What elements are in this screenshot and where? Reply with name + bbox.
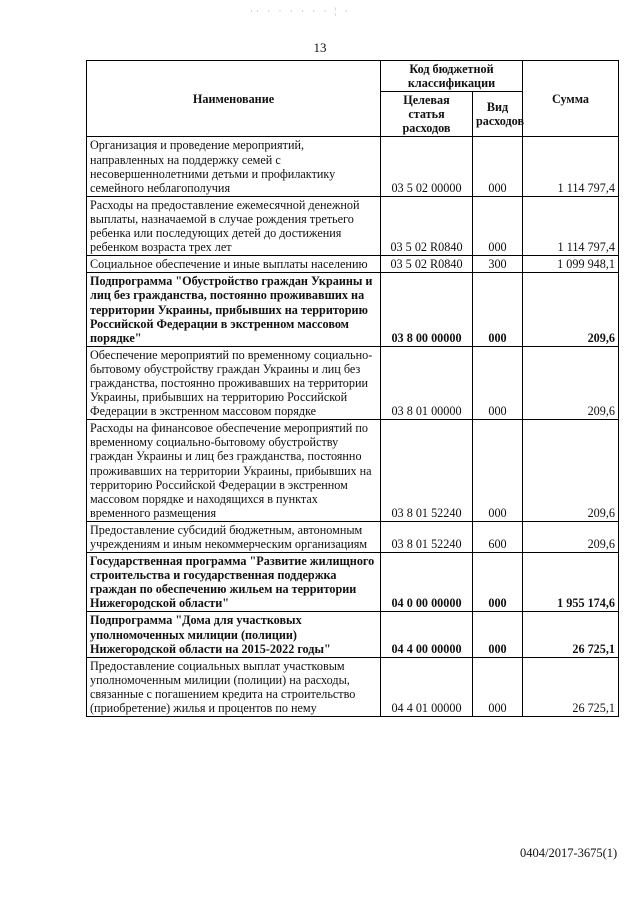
header-vid: Вид расходов (473, 92, 523, 137)
row-target-code: 04 4 01 00000 (381, 657, 473, 716)
row-name: Социальное обеспечение и иные выплаты населению (87, 256, 381, 273)
row-amount: 209,6 (523, 420, 619, 522)
table-row (87, 137, 619, 196)
row-target-code: 04 4 00 00000 (381, 612, 473, 657)
header-name: Наименование (87, 61, 381, 137)
row-amount: 209,6 (523, 346, 619, 419)
row-target-code: 03 8 01 52240 (381, 420, 473, 522)
row-expense-type: 300 (473, 256, 523, 273)
row-name: Предоставление социальных выплат участковым уполномоченным милиции (полиции) на расходы, связанные с погашением кредита на строительство (приобретение) жилья и процентов по нему (87, 657, 381, 716)
row-target-code: 03 8 01 52240 (381, 521, 473, 552)
row-name: Подпрограмма "Обустройство граждан Украины и лиц без гражданства, постоянно проживавших на территории Украины, прибывших на территорию Российской Федерации в экстренном массовом порядке" (87, 273, 381, 346)
header-code-group: Код бюджетной классификации (381, 61, 523, 92)
page-number: 13 (313, 40, 327, 55)
row-amount: 26 725,1 (523, 657, 619, 716)
table-row (87, 196, 619, 255)
row-amount: 209,6 (523, 521, 619, 552)
table-row (87, 553, 619, 612)
row-expense-type: 000 (473, 657, 523, 716)
row-target-code: 03 5 02 R0840 (381, 196, 473, 255)
row-target-code: 03 8 01 00000 (381, 346, 473, 419)
row-expense-type: 000 (473, 137, 523, 196)
table-row (87, 612, 619, 657)
scan-artifacts: ·· · · · · · · ¦ · (250, 6, 351, 16)
row-expense-type: 000 (473, 346, 523, 419)
row-name: Подпрограмма "Дома для участковых уполномоченных милиции (полиции) Нижегородской области на 2015-2022 годы" (87, 612, 381, 657)
row-expense-type: 600 (473, 521, 523, 552)
row-expense-type: 000 (473, 420, 523, 522)
row-target-code: 03 5 02 00000 (381, 137, 473, 196)
table-row (87, 256, 619, 273)
budget-table (86, 60, 619, 717)
row-expense-type: 000 (473, 196, 523, 255)
row-amount: 209,6 (523, 273, 619, 346)
row-expense-type: 000 (473, 612, 523, 657)
row-name: Организация и проведение мероприятий, направленных на поддержку семей с несовершеннолетними детьми и профилактику семейного неблагополучия (87, 137, 381, 196)
table-row (87, 346, 619, 419)
document-code: 0404/2017-3675(1) (520, 846, 618, 860)
row-amount: 1 114 797,4 (523, 196, 619, 255)
row-amount: 1 955 174,6 (523, 553, 619, 612)
row-target-code: 03 5 02 R0840 (381, 256, 473, 273)
row-target-code: 03 8 00 00000 (381, 273, 473, 346)
row-expense-type: 000 (473, 553, 523, 612)
header-cel: Целевая статья расходов (381, 92, 473, 137)
table-row (87, 420, 619, 522)
row-amount: 1 099 948,1 (523, 256, 619, 273)
header-sum: Сумма (523, 61, 619, 137)
row-name: Предоставление субсидий бюджетным, автономным учреждениям и иным некоммерческим организациям (87, 521, 381, 552)
table-row (87, 657, 619, 716)
row-name: Расходы на предоставление ежемесячной денежной выплаты, назначаемой в случае рождения третьего ребенка или последующих детей до достижения ребенком возраста трех лет (87, 196, 381, 255)
row-name: Расходы на финансовое обеспечение мероприятий по временному социально-бытовому обустройству граждан Украины и лиц без гражданства, постоянно проживавших на территории Украины, прибывших на территорию Российской Федерации в экстренном массовом порядке и находящихся в пунктах временного размещения (87, 420, 381, 522)
table-row (87, 273, 619, 346)
table-row (87, 521, 619, 552)
row-amount: 1 114 797,4 (523, 137, 619, 196)
row-name: Обеспечение мероприятий по временному социально-бытовому обустройству граждан Украины и лиц без гражданства, постоянно проживавших на территории Украины, прибывших на территорию Российской Федерации в экстренном массовом порядке (87, 346, 381, 419)
row-target-code: 04 0 00 00000 (381, 553, 473, 612)
row-name: Государственная программа "Развитие жилищного строительства и государственная поддержка граждан по обеспечению жильем на территории Нижегородской области" (87, 553, 381, 612)
row-amount: 26 725,1 (523, 612, 619, 657)
row-expense-type: 000 (473, 273, 523, 346)
